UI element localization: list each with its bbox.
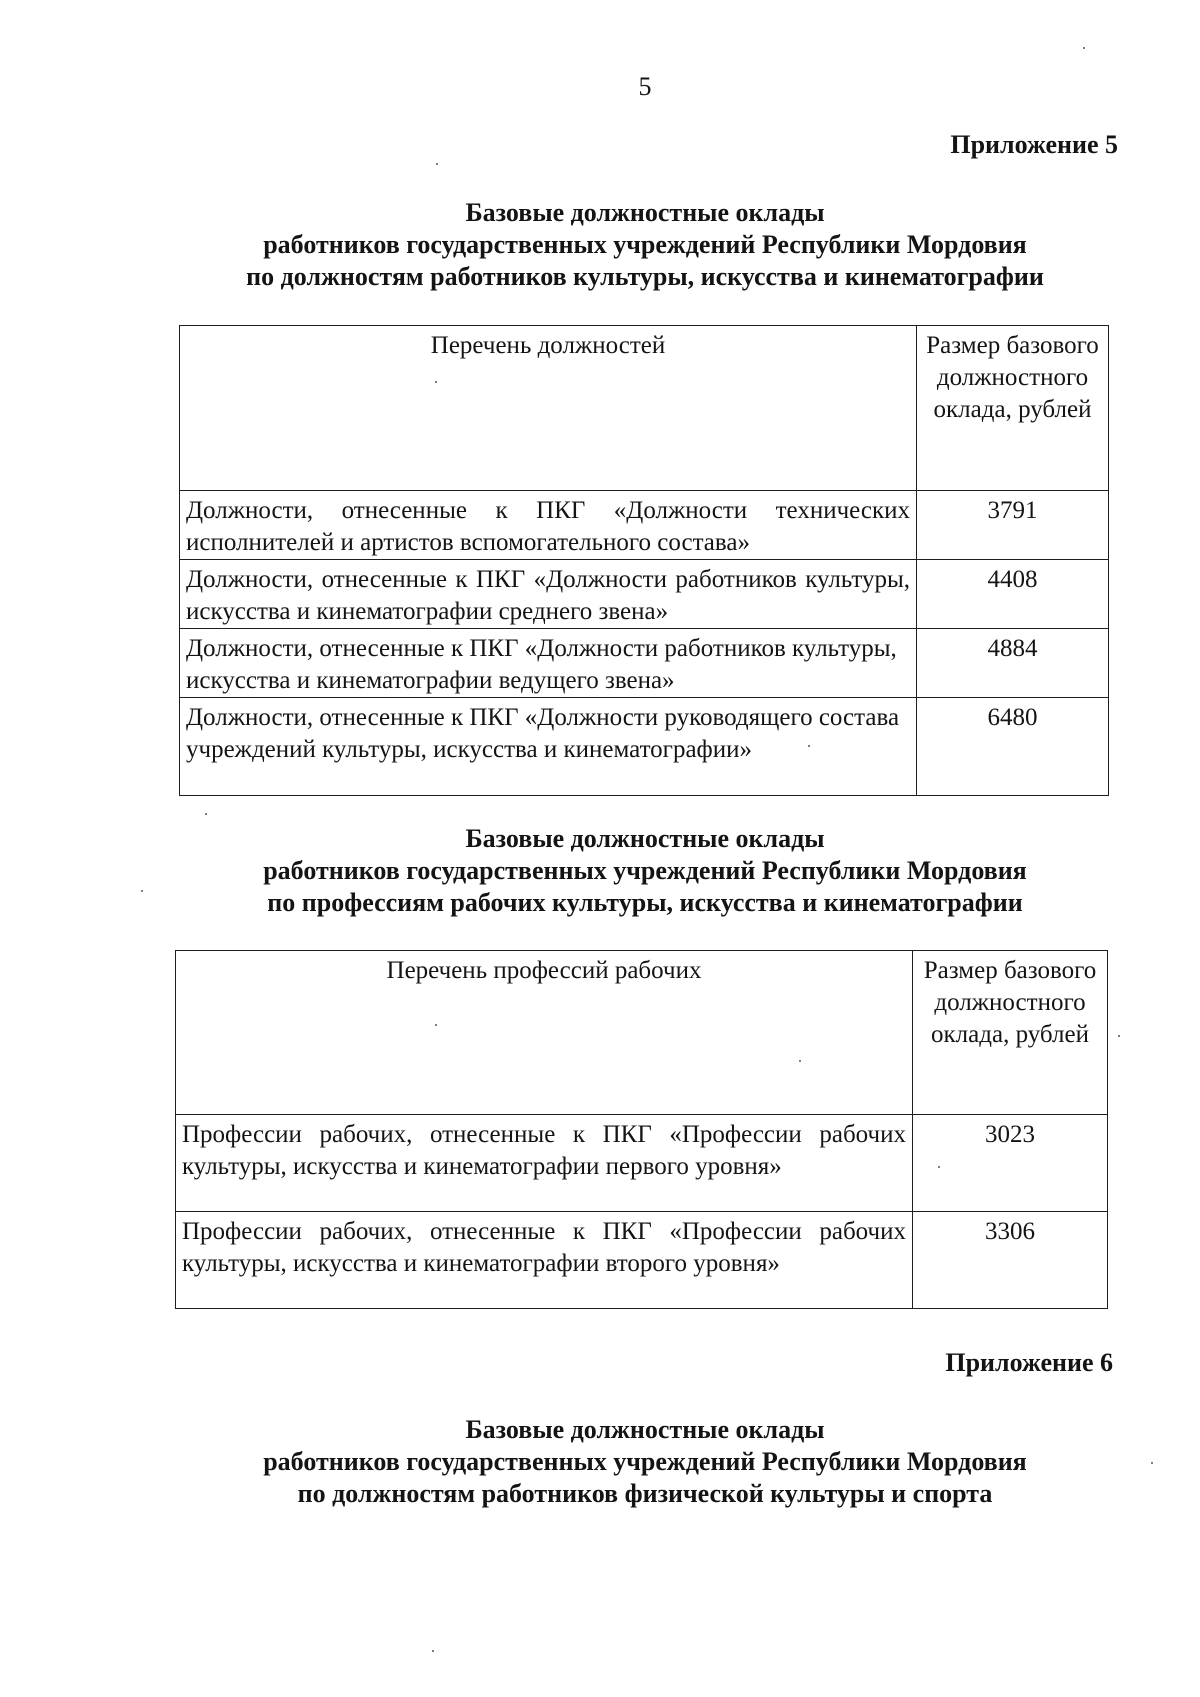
table-row <box>180 560 1109 629</box>
section-1-title <box>0 197 1200 293</box>
salary-value-cell: 4884 <box>917 629 1109 698</box>
scan-speck <box>938 1166 940 1168</box>
salary-value-cell: 3791 <box>917 491 1109 560</box>
position-group-cell: Должности, отнесенные к ПКГ «Должности работников культуры, искусства и кинематографии ведущего звена» <box>180 629 917 698</box>
table-header-row <box>180 326 1109 491</box>
section-2-title-line-2: работников государственных учреждений Республики Мордовия <box>263 856 1027 885</box>
scan-speck <box>205 813 207 815</box>
section-1-title-line-3: по должностям работников культуры, искусства и кинематографии <box>246 262 1044 291</box>
position-group-cell: Должности, отнесенные к ПКГ «Должности работников культуры, искусства и кинематографии среднего звена» <box>180 560 917 629</box>
appendix-6-label: Приложение 6 <box>945 1348 1113 1377</box>
salary-value-cell: 6480 <box>917 698 1109 796</box>
salary-value-cell: 4408 <box>917 560 1109 629</box>
scan-speck <box>435 1024 437 1026</box>
scan-speck <box>1083 47 1085 49</box>
table-header-row <box>176 951 1108 1115</box>
header-positions-list: Перечень должностей <box>180 326 917 491</box>
section-2-title-line-1: Базовые должностные оклады <box>465 824 825 853</box>
section-2-title <box>0 823 1200 919</box>
appendix-6-title-line-2: работников государственных учреждений Республики Мордовия <box>263 1447 1027 1476</box>
page-number: 5 <box>638 72 652 101</box>
scan-speck <box>799 1060 801 1062</box>
salary-value-cell: 3023 <box>913 1115 1108 1212</box>
header-professions-list: Перечень профессий рабочих <box>176 951 913 1115</box>
table-row <box>180 629 1109 698</box>
scan-speck <box>1151 1462 1153 1464</box>
header-salary-size: Размер базового должностного оклада, рублей <box>913 951 1108 1115</box>
workers-salary-table <box>175 950 1108 1309</box>
scan-speck <box>435 381 437 383</box>
profession-group-cell: Профессии рабочих, отнесенные к ПКГ «Профессии рабочих культуры, искусства и кинематографии первого уровня» <box>176 1115 913 1212</box>
appendix-6-title-line-3: по должностям работников физической культуры и спорта <box>297 1479 993 1508</box>
table-row <box>176 1115 1108 1212</box>
table-row <box>176 1212 1108 1309</box>
table-row <box>180 491 1109 560</box>
appendix-5-label: Приложение 5 <box>950 130 1118 159</box>
section-2-title-line-3: по профессиям рабочих культуры, искусства и кинематографии <box>267 888 1023 917</box>
scan-speck <box>432 1650 434 1652</box>
scan-speck <box>1118 1035 1120 1037</box>
positions-salary-table <box>179 325 1109 796</box>
position-group-cell: Должности, отнесенные к ПКГ «Должности руководящего состава учреждений культуры, искусства и кинематографии» <box>180 698 917 796</box>
appendix-6-title-line-1: Базовые должностные оклады <box>465 1415 825 1444</box>
position-group-cell: Должности, отнесенные к ПКГ «Должности технических исполнителей и артистов вспомогательного состава» <box>180 491 917 560</box>
table-row <box>180 698 1109 796</box>
header-salary-size: Размер базового должностного оклада, рублей <box>917 326 1109 491</box>
scan-speck <box>808 745 810 747</box>
profession-group-cell: Профессии рабочих, отнесенные к ПКГ «Профессии рабочих культуры, искусства и кинематографии второго уровня» <box>176 1212 913 1309</box>
section-1-title-line-1: Базовые должностные оклады <box>465 198 825 227</box>
scan-speck <box>436 163 438 165</box>
salary-value-cell: 3306 <box>913 1212 1108 1309</box>
scan-speck <box>141 890 143 892</box>
appendix-6-title <box>0 1414 1200 1510</box>
section-1-title-line-2: работников государственных учреждений Республики Мордовия <box>263 230 1027 259</box>
